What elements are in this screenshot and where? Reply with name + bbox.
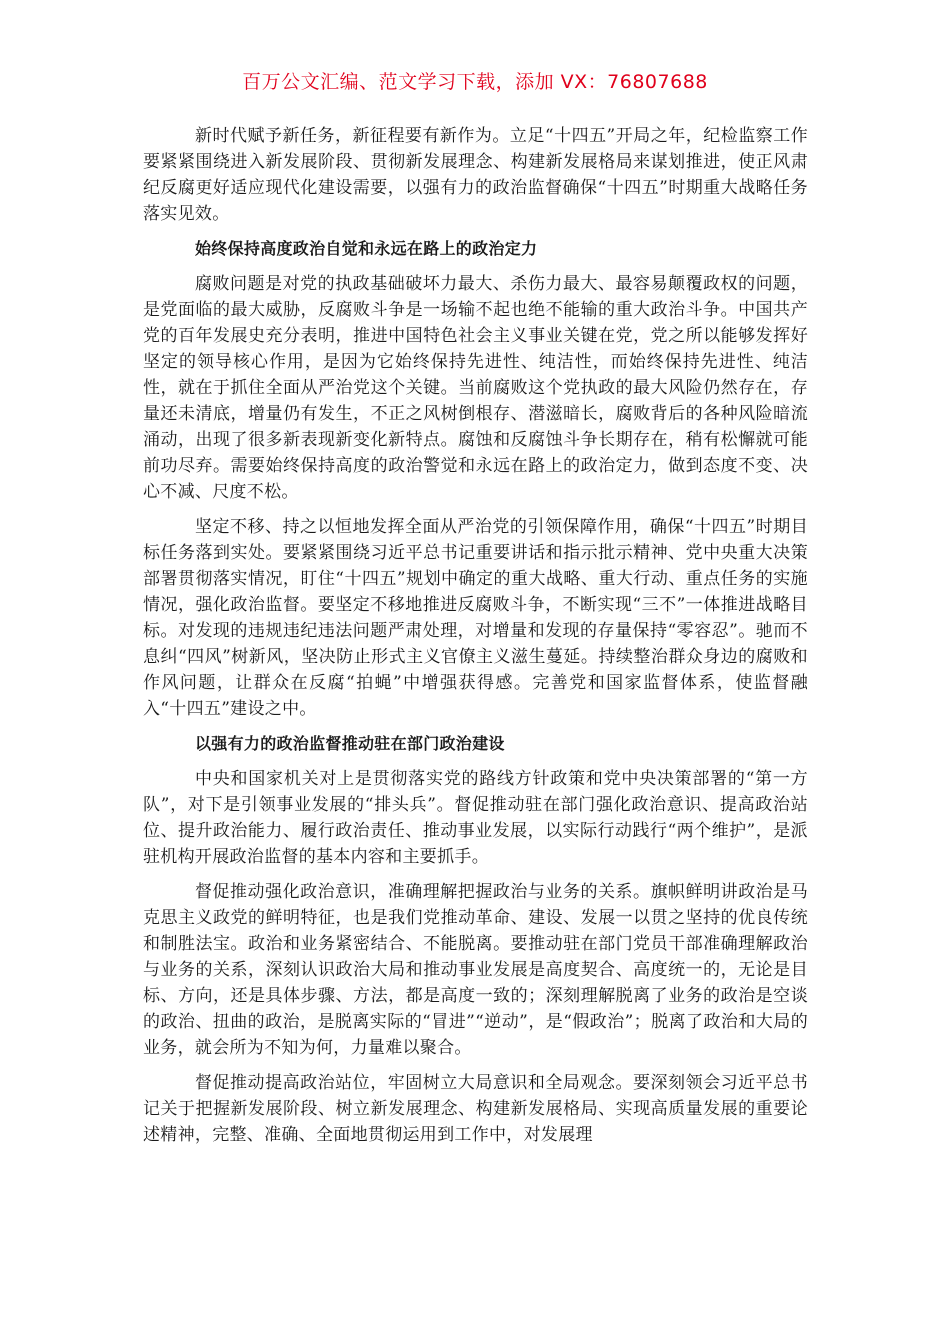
paragraph-intro: 新时代赋予新任务，新征程要有新作为。立足“十四五”开局之年，纪检监察工作要紧紧围绕进入新发展阶段、贯彻新发展理念、构建新发展格局来谋划推进，使正风肃纪反腐更好适应现代化建设需要，以强有力的政治监督确保“十四五”时期重大战略任务落实见效。 [143, 126, 808, 224]
header-banner: 百万公文汇编、范文学习下载，添加 VX：76807688 [242, 71, 708, 93]
section-heading-2: 以强有力的政治监督推动驻在部门政治建设 [195, 734, 505, 753]
paragraph-political-standing: 督促推动提高政治站位，牢固树立大局意识和全局观念。要深刻领会习近平总书记关于把握新发展阶段、树立新发展理念、构建新发展格局、实现高质量发展的重要论述精神，完整、准确、全面地贯彻运用到工作中，对发展理 [143, 1073, 808, 1145]
section-heading-1: 始终保持高度政治自觉和永远在路上的政治定力 [195, 239, 538, 258]
document-body [143, 123, 808, 1157]
paragraph-corruption-threat: 腐败问题是对党的执政基础破坏力最大、杀伤力最大、最容易颠覆政权的问题，是党面临的最大威胁，反腐败斗争是一场输不起也绝不能输的重大政治斗争。中国共产党的百年发展史充分表明，推进中国特色社会主义事业关键在党，党之所以能够发挥好坚定的领导核心作用，是因为它始终保持先进性、纯洁性，而始终保持先进性、纯洁性，就在于抓住全面从严治党这个关键。当前腐败这个党执政的最大风险仍然存在，存量还未清底，增量仍有发生，不正之风树倒根存、潜滋暗长，腐败背后的各种风险暗流涌动，出现了很多新表现新变化新特点。腐蚀和反腐蚀斗争长期存在，稍有松懈就可能前功尽弃。需要始终保持高度的政治警觉和永远在路上的政治定力，做到态度不变、决心不减、尺度不松。 [143, 274, 808, 502]
paragraph-steadfast: 坚定不移、持之以恒地发挥全面从严治党的引领保障作用，确保“十四五”时期目标任务落到实处。要紧紧围绕习近平总书记重要讲话和指示批示精神、党中央重大决策部署贯彻落实情况，盯住“十四五”规划中确定的重大战略、重大行动、重点任务的实施情况，强化政治监督。要坚定不移地推进反腐败斗争，不断实现“三不”一体推进战略目标。对发现的违规违纪违法问题严肃处理，对增量和发现的存量保持“零容忍”。驰而不息纠“四风”树新风，坚决防止形式主义官僚主义滋生蔓延。持续整治群众身边的腐败和作风问题，让群众在反腐“拍蝇”中增强获得感。完善党和国家监督体系，使监督融入“十四五”建设之中。 [143, 517, 808, 719]
paragraph-central-organs: 中央和国家机关对上是贯彻落实党的路线方针政策和党中央决策部署的“第一方队”，对下是引领事业发展的“排头兵”。督促推动驻在部门强化政治意识、提高政治站位、提升政治能力、履行政治责任、推动事业发展，以实际行动践行“两个维护”，是派驻机构开展政治监督的基本内容和主要抓手。 [143, 769, 808, 867]
paragraph-political-awareness: 督促推动强化政治意识，准确理解把握政治与业务的关系。旗帜鲜明讲政治是马克思主义政党的鲜明特征，也是我们党推动革命、建设、发展一以贯之坚持的优良传统和制胜法宝。政治和业务紧密结合、不能脱离。要推动驻在部门党员干部准确理解政治与业务的关系，深刻认识政治大局和推动事业发展是高度契合、高度统一的，无论是目标、方向，还是具体步骤、方法，都是高度一致的；深刻理解脱离了业务的政治是空谈的政治、扭曲的政治，是脱离实际的“冒进”“逆动”，是“假政治”；脱离了政治和大局的业务，就会所为不知为何，力量难以聚合。 [143, 882, 808, 1058]
